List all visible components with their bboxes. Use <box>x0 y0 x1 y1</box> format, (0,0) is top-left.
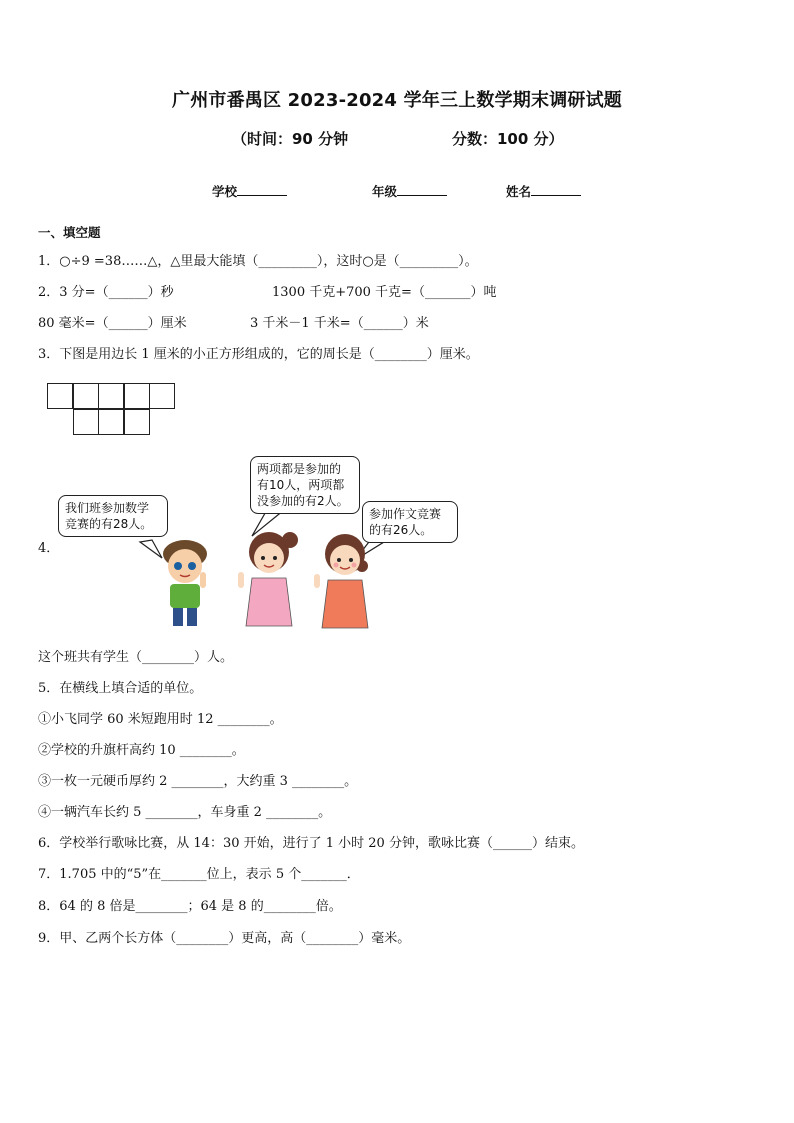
school-field <box>212 182 287 200</box>
question-5-intro: 5．在横线上填合适的单位。 <box>38 681 203 696</box>
girl1-character-icon <box>234 526 304 632</box>
question-5-item-4: ④一辆汽车长约 5 ________，车身重 2 ________。 <box>38 805 332 820</box>
grid-square <box>73 383 99 409</box>
grid-square <box>124 383 150 409</box>
question-4-number: 4． <box>38 541 60 556</box>
grid-square <box>124 409 150 435</box>
question-9: 9．甲、乙两个长方体（________）更高，高（________）毫米。 <box>38 931 411 946</box>
name-blank[interactable] <box>531 183 581 196</box>
question-1: 1．○÷9 =38……△，△里最大能填（_________），这时○是（_________）。 <box>38 254 478 269</box>
section-heading: 一、填空题 <box>38 225 101 240</box>
grid-square <box>149 383 175 409</box>
question-5-item-1: ①小飞同学 60 米短跑用时 12 ________。 <box>38 712 283 727</box>
question-2c: 80 毫米=（______）厘米 <box>38 316 187 331</box>
girl2-speech-bubble: 参加作文竞赛 的有26人。 <box>362 501 458 543</box>
speech-bubble-tails <box>0 450 794 640</box>
question-5-item-2: ②学校的升旗杆高约 10 ________。 <box>38 743 245 758</box>
school-label: 学校 <box>212 184 238 199</box>
square-grid-figure <box>47 383 177 435</box>
boy-speech-bubble: 我们班参加数学 竞赛的有28人。 <box>58 495 168 537</box>
grade-blank[interactable] <box>397 183 447 196</box>
question-2d: 3 千米－1 千米=（______）米 <box>250 316 429 331</box>
q4-illustration <box>0 450 794 640</box>
school-blank[interactable] <box>237 183 287 196</box>
grade-field <box>372 182 447 200</box>
grade-label: 年级 <box>372 184 398 199</box>
question-2b: 1300 千克+700 千克=（_______）吨 <box>272 285 497 300</box>
grid-square <box>47 383 73 409</box>
page-title: 广州市番禺区 2023-2024 学年三上数学期末调研试题 <box>172 90 622 111</box>
question-3: 3．下图是用边长 1 厘米的小正方形组成的，它的周长是（________）厘米。 <box>38 347 479 362</box>
question-6: 6．学校举行歌咏比赛，从 14：30 开始，进行了 1 小时 20 分钟，歌咏比赛（______）结束。 <box>38 836 584 851</box>
name-field <box>506 182 581 200</box>
girl2-character-icon <box>310 530 380 632</box>
question-4: 这个班共有学生（________）人。 <box>38 650 234 665</box>
name-label: 姓名 <box>506 184 532 199</box>
grid-square <box>98 409 124 435</box>
question-5-item-3: ③一枚一元硬币厚约 2 ________，大约重 3 ________。 <box>38 774 358 789</box>
question-7: 7．1.705 中的“5”在_______位上，表示 5 个_______． <box>38 867 360 882</box>
question-8: 8．64 的 8 倍是________；64 是 8 的________倍。 <box>38 899 342 914</box>
girl1-speech-bubble: 两项都是参加的 有10人，两项都 没参加的有2人。 <box>250 456 360 514</box>
grid-square <box>73 409 99 435</box>
question-2a: 2．3 分=（______）秒 <box>38 285 174 300</box>
grid-square <box>98 383 124 409</box>
exam-time: （时间：90 分钟 <box>232 130 349 148</box>
boy-character-icon <box>150 532 220 632</box>
exam-score: 分数：100 分） <box>452 130 564 148</box>
